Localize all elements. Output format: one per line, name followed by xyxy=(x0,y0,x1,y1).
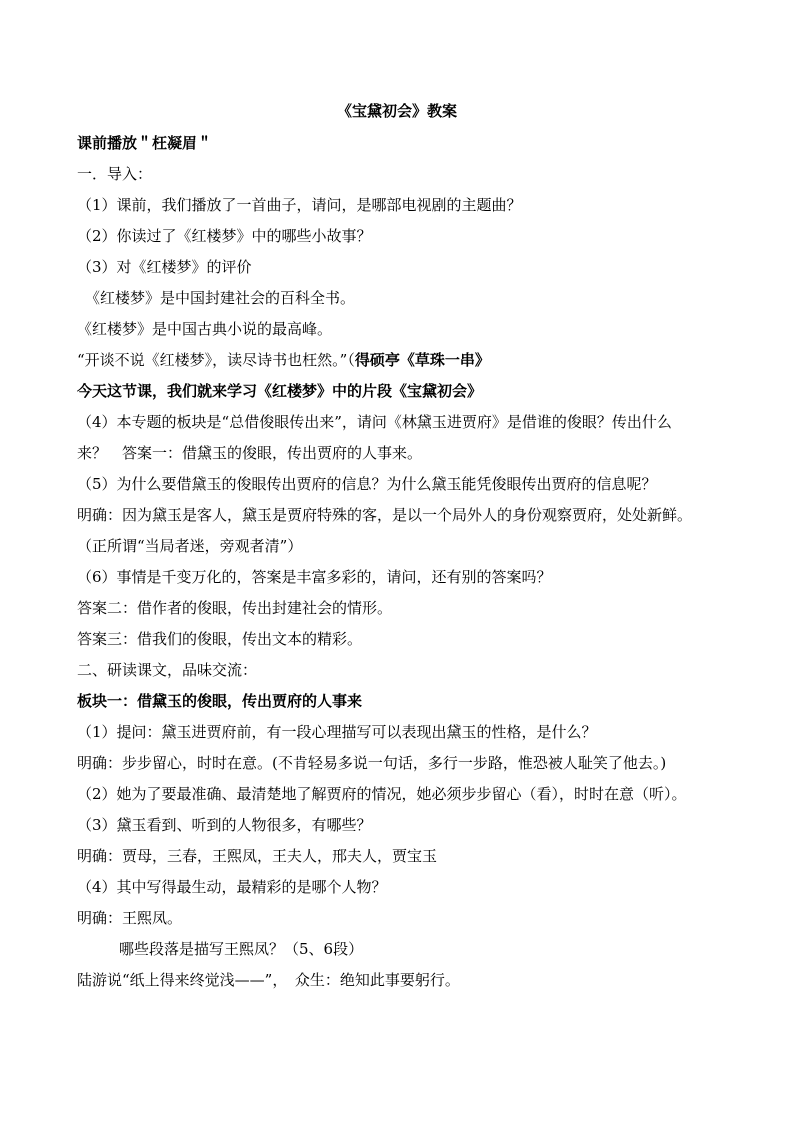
document-title: 《宝黛初会》教案 xyxy=(336,102,457,120)
text-line: 《红楼梦》是中国封建社会的百科全书。 xyxy=(85,289,356,307)
text-line: 陆游说“纸上得来终觉浅——”， 众生：绝知此事要躬行。 xyxy=(77,971,460,989)
text-line: （2）她为了要最准确、最清楚地了解贾府的情况，她必须步步留心（看），时时在意（听）。 xyxy=(77,785,687,803)
text-line: 哪些段落是描写王熙凤？（5、6段） xyxy=(119,940,364,958)
text-line: （5）为什么要借黛玉的俊眼传出贾府的信息？为什么黛玉能凭俊眼传出贾府的信息呢？ xyxy=(77,475,657,493)
text-line: 一．导入： xyxy=(77,165,153,183)
text-line: （4）其中写得最生动，最精彩的是哪个人物？ xyxy=(77,878,387,896)
text-line: 《红楼梦》是中国古典小说的最高峰。 xyxy=(77,320,333,338)
text-line: 二、研读课文，品味交流： xyxy=(77,661,258,679)
text-line: 今天这节课，我们就来学习《红楼梦》中的片段《宝黛初会》 xyxy=(77,382,483,400)
text-line: 课前播放＂枉凝眉＂ xyxy=(77,134,213,152)
document-body xyxy=(77,128,737,996)
text-line: （4）本专题的板块是“总借俊眼传出来”，请问《林黛玉进贾府》是借谁的俊眼？传出什么 xyxy=(77,413,672,431)
text-line: （1）提问：黛玉进贾府前，有一段心理描写可以表现出黛玉的性格，是什么？ xyxy=(77,723,597,741)
text-line: 答案二：借作者的俊眼，传出封建社会的情形。 xyxy=(77,599,393,617)
text-line: 明确：贾母，三春，王熙凤，王夫人，邢夫人，贾宝玉 xyxy=(77,847,438,865)
text-line: （3）黛玉看到、听到的人物很多，有哪些？ xyxy=(77,816,372,834)
text-line: 明确：步步留心，时时在意。(不肯轻易多说一句话，多行一步路，惟恐被人耻笑了他去。) xyxy=(77,754,667,772)
text-line: 明确：因为黛玉是客人，黛玉是贾府特殊的客，是以一个局外人的身份观察贾府，处处新鲜。 xyxy=(77,506,693,524)
text-line: 板块一：借黛玉的俊眼，传出贾府的人事来 xyxy=(77,692,363,710)
text-line: 明确：王熙凤。 xyxy=(77,909,183,927)
text-line: （3）对《红楼梦》的评价 xyxy=(77,258,252,276)
text-line: （2）你读过了《红楼梦》中的哪些小故事？ xyxy=(77,227,372,245)
text-line: 来？ 答案一：借黛玉的俊眼，传出贾府的人事来。 xyxy=(77,444,423,462)
text-line xyxy=(77,345,737,376)
text-line: 答案三：借我们的俊眼，传出文本的精彩。 xyxy=(77,630,363,648)
quote-source: 得硕亭《草珠一串》 xyxy=(354,351,490,369)
text-line: （正所谓“当局者迷，旁观者清”） xyxy=(77,537,303,555)
text-line: （6）事情是千变万化的，答案是丰富多彩的，请问，还有别的答案吗？ xyxy=(77,568,552,586)
quote-text: “开谈不说《红楼梦》，读尽诗书也枉然。”（ xyxy=(77,351,355,369)
text-line: （1）课前，我们播放了一首曲子，请问，是哪部电视剧的主题曲？ xyxy=(77,196,522,214)
